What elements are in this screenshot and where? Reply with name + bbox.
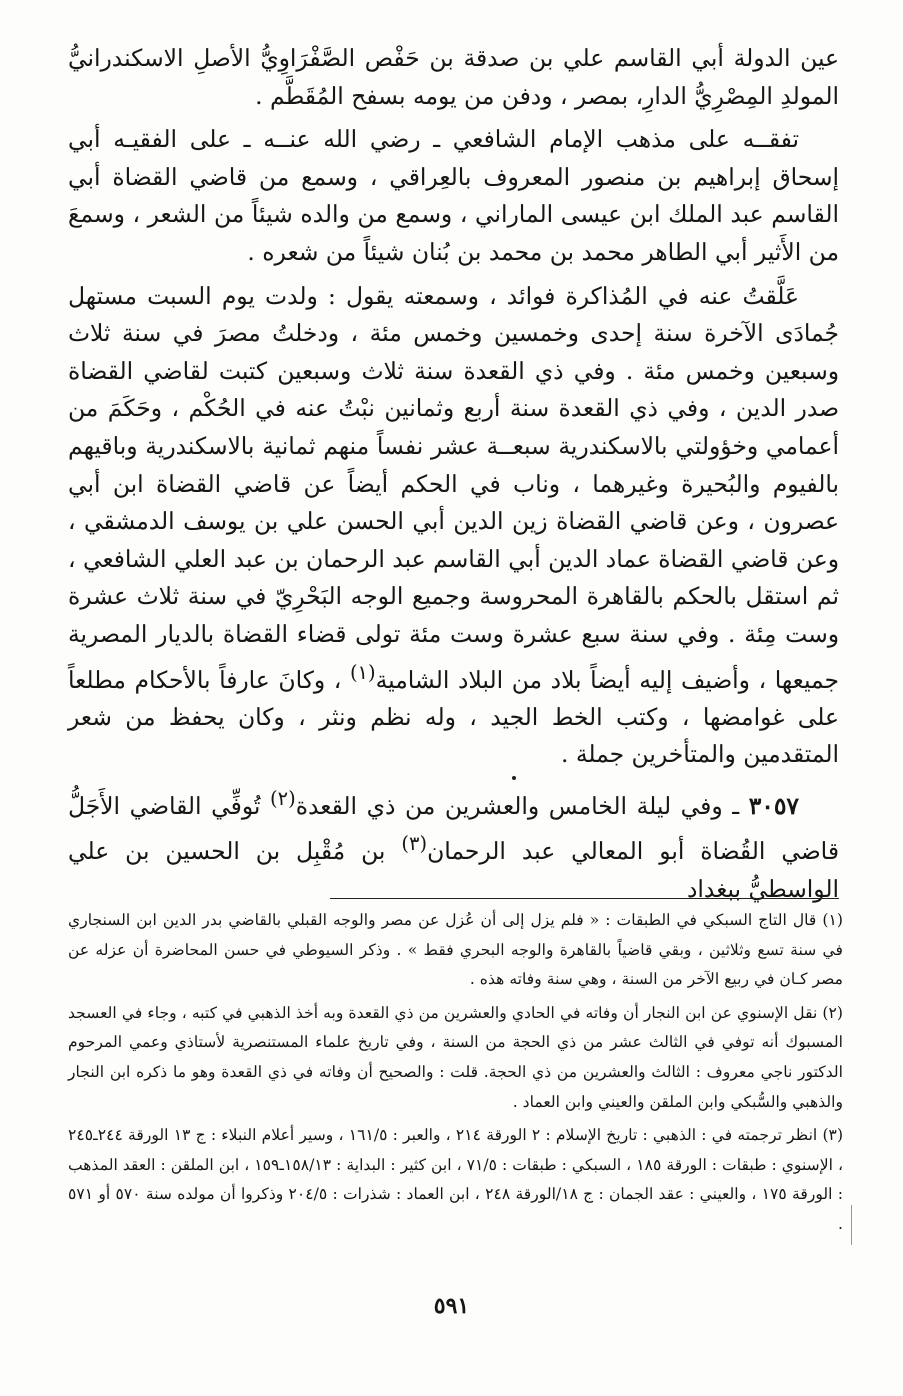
paragraph-3-text: عَلَّقتُ عنه في المُذاكرة فوائد ، وسمعته يقول : ولدت يوم السبت مستهل جُمادَى الآخرة سنة إحدى وخمسين وخمس مئة ، ودخلتُ مصرَ في سنة ثلاث وسبعين وخمس مئة . وفي ذي القعدة سنة ثلاث وسبعين كتبت لقاضي القضاة صدر الدين ، وفي ذي القعدة سنة أربع وثمانين نبْتُ عنه في الحُكْم ، وحَكَمَ من أعمامي وخؤولتي بالاسكندرية سبعــة عشر نفساً منهم ثمانية بالاسكندرية وباقيهم بالفيوم والبُحيرة وغيرهما ، وناب في الحكم أيضاً عن قاضي القضاة ابن أبي عصرون ، وعن قاضي القضاة زين الدين أبي الحسن علي بن يوسف الدمشقي ، وعن قاضي القضاة عماد الدين أبي القاسم عبد الرحمان بن عبد العلي الشافعي ، ثم استقل بالحكم بالقاهرة المحروسة وجميع الوجه البَحْرِيّ في سنة ثلاث عشرة وست مِئة . وفي سنة سبع عشرة وست مئة تولى قضاء القضاة بالديار المصرية جميعها ، وأضيف إليه أيضاً بلاد من البلاد الشامية [67, 281, 840, 694]
footnote-separator [330, 898, 839, 899]
footnote-ref-1[interactable]: (١) [349, 660, 376, 684]
entry-text-a: ـ وفي ليلة الخامس والعشرين من ذي القعدة [295, 791, 740, 820]
footnote-2-number: (٢) [822, 1003, 843, 1022]
stray-dot [512, 776, 516, 780]
paragraph-1 [68, 40, 839, 115]
footnotes [68, 906, 843, 1244]
footnote-ref-3[interactable]: (٣) [401, 832, 428, 856]
entry-3057 [68, 780, 839, 908]
paragraph-1-text: عين الدولة أبي القاسم علي بن صدقة بن حَفْص الصَّفْرَاوِيُّ الأصلِ الاسكندرانيُّ المولدِ المِصْرِيُّ الدارِ، بمصر ، ودفن من يومه بسفح المُقَطَّم . [68, 44, 839, 110]
paragraph-2-text: تفقــه على مذهب الإمام الشافعي ـ رضي الله عنــه ـ على الفقيـه أبي إسحاق إبراهيم بن منصور المعروف بالعِراقي ، وسمع من قاضي القضاة أبي القاسم عبد الملك ابن عيسى الماراني ، وسمع من والده شيئاً من الشعر ، وسمعَ من الأَثير أبي الطاهر محمد بن محمد بن بُنان شيئاً من شعره . [68, 125, 839, 266]
page-number: ٥٩١ [433, 1293, 470, 1319]
footnote-3-number: (٣) [822, 1126, 844, 1145]
entry-number: ٣٠٥٧ [748, 791, 799, 820]
paragraph-3-end: ، وكانَ عارفاً بالأحكام مطلعاً على غوامضها ، وكتب الخط الجيد ، وله نظم ونثر ، وكان يحفظ من شعر المتقدمين والمتأخرين جملة . [68, 665, 839, 769]
footnote-3 [68, 1121, 843, 1239]
entry-text-c: بن مُقْبِل بن الحسين بن علي الواسطيُّ ببغداد [68, 837, 839, 903]
footnote-2 [68, 999, 843, 1117]
footnote-1-number: (١) [822, 911, 843, 929]
paragraph-2 [68, 121, 839, 271]
footnote-2-text: نقل الإسنوي عن ابن النجار أن وفاته في الحادي والعشرين من ذي القعدة وبه أخذ الذهبي في كتبه ، وجاء في العسجد المسبوك أنه توفي في الثالث عشر من ذي الحجة من السنة ، وفي تاريخ علماء المستنصرية لأستاذي وعمي المرحوم الدكتور ناجي معروف : الثالث والعشرين من ذي الحجة. قلت : والصحيح أن وفاته في ذي القعدة وهو ما ذكره ابن النجار والذهبي والسُّبكي وابن الملقن والعيني وابن العماد . [68, 1003, 843, 1111]
margin-mark [851, 1205, 852, 1245]
footnote-1 [68, 906, 843, 995]
footnote-ref-2[interactable]: (٢) [270, 787, 296, 811]
entry-text-b: تُوفِّي القاضي الأَجَلُّ قاضي القُضاة أبو المعالي عبد الرحمان [68, 791, 839, 866]
footnote-1-text: قال التاج السبكي في الطبقات : « فلم يزل إلى أن عُزل عن مصر والوجه القبلي بالقاضي بدر الدين ابن السنجاري في سنة تسع وثلاثين ، وبقي قاضياً بالقاهرة والوجه البحري فقط » . وذكر السيوطي في حسن المحاضرة أن عزله عن مصر كـان في ربيع الآخر من السنة ، وهي سنة وفاته هذه . [68, 911, 843, 989]
footnote-3-text: انظر ترجمته في : الذهبي : تاريخ الإسلام : ٢ الورقة ٢١٤ ، والعبر : ١٦١/٥ ، وسير أعلام النبلاء : ج ١٣ الورقة ٢٤٤ـ٢٤٥ ، الإسنوي : طبقات : الورقة ١٨٥ ، السبكي : طبقات : ٧١/٥ ، ابن كثير : البداية : ١٥٨/١٣ـ١٥٩ ، ابن الملقن : العقد المذهب : الورقة ١٧٥ ، والعيني : عقد الجمان : ج ١٨/الورقة ٢٤٨ ، ابن العماد : شذرات : ٢٠٤/٥ وذكروا أن مولده سنة ٥٧٠ أو ٥٧١ . [68, 1126, 843, 1233]
paragraph-3 [68, 278, 839, 775]
main-text [68, 40, 839, 914]
